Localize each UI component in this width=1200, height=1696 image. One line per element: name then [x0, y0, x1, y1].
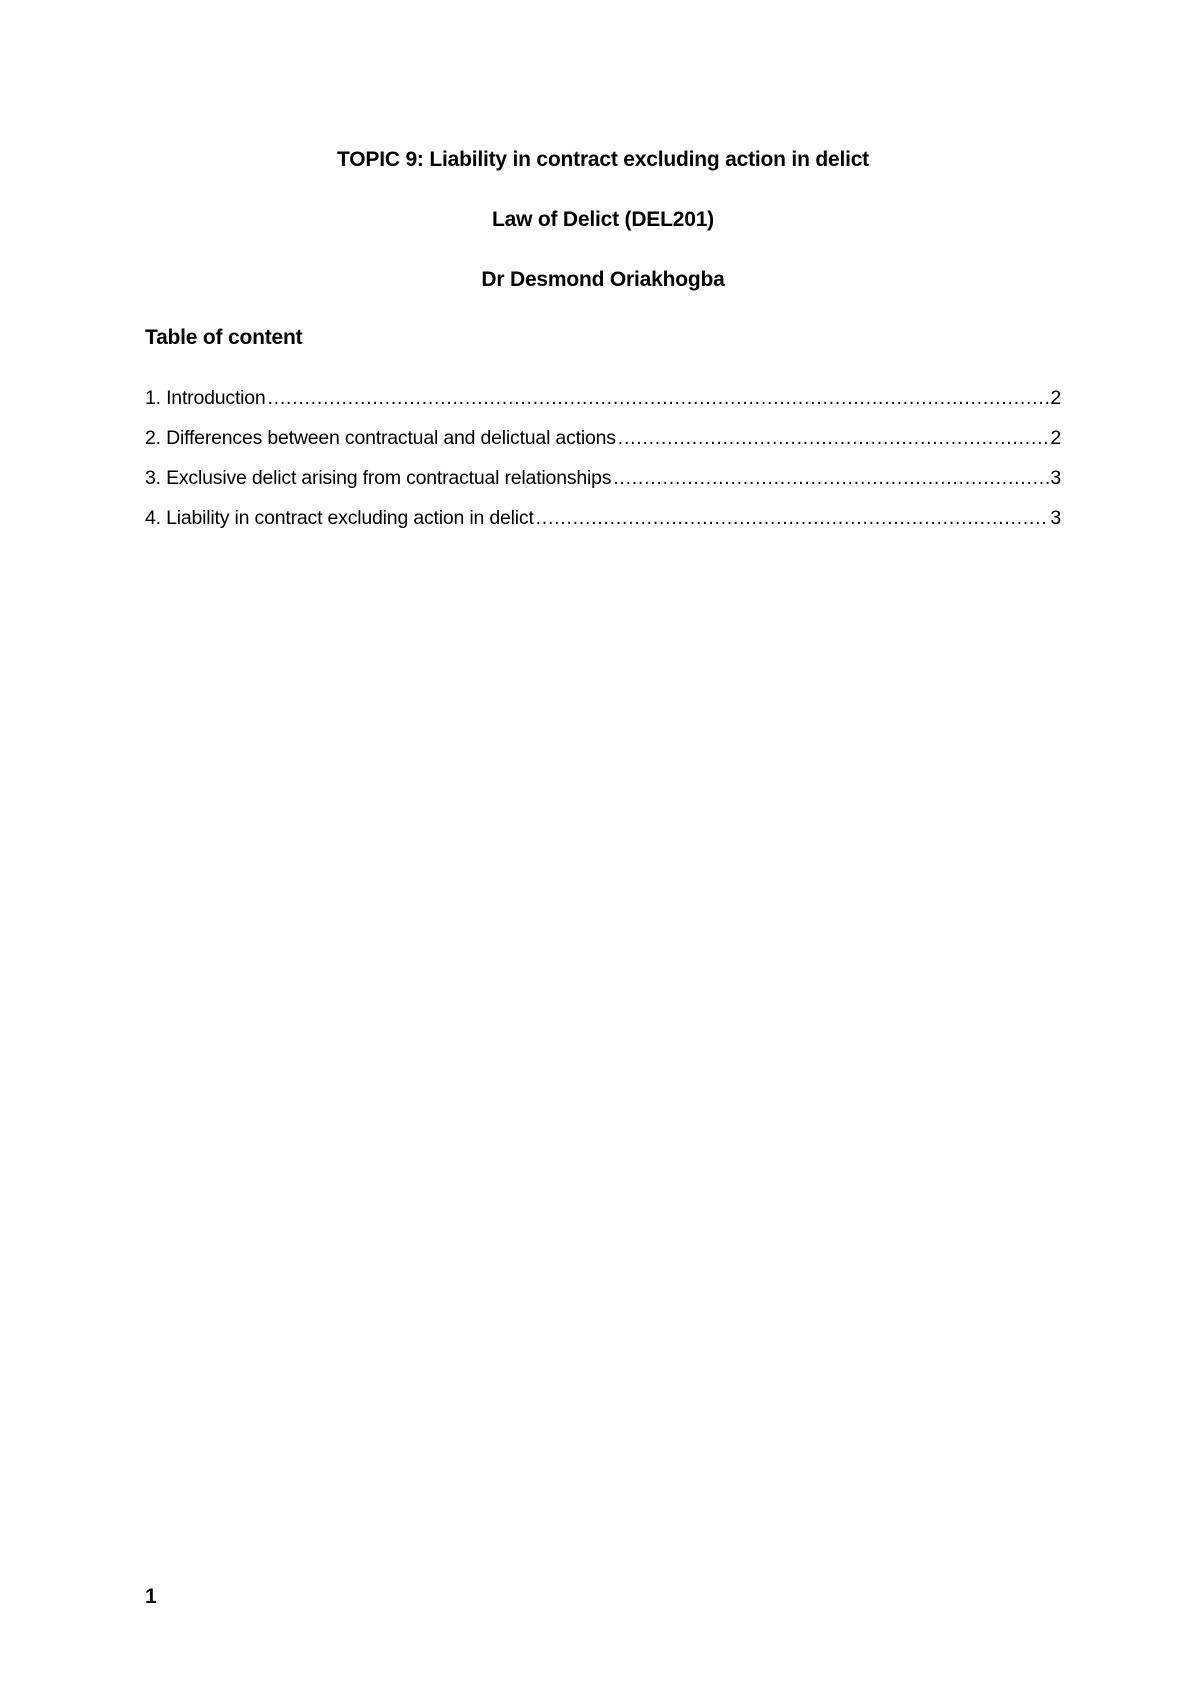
topic-title: TOPIC 9: Liability in contract excluding action in delict	[337, 148, 869, 171]
toc-dot-leader	[267, 384, 1050, 412]
toc-entry[interactable]	[145, 424, 1061, 464]
toc-entry-title: 2. Differences between contractual and delictual actions	[145, 427, 616, 449]
toc-dot-leader	[617, 424, 1050, 452]
toc-entry-title: 3. Exclusive delict arising from contractual relationships	[145, 467, 612, 489]
toc-entry-page: 2	[1050, 387, 1061, 409]
table-of-contents	[145, 384, 1061, 544]
author-name: Dr Desmond Oriakhogba	[481, 268, 725, 291]
page-number: 1	[145, 1585, 157, 1608]
toc-dot-leader	[535, 504, 1050, 532]
toc-entry[interactable]	[145, 464, 1061, 504]
toc-entry-title: 1. Introduction	[145, 387, 266, 409]
toc-entry[interactable]	[145, 384, 1061, 424]
toc-entry-page: 2	[1050, 427, 1061, 449]
toc-entry[interactable]	[145, 504, 1061, 544]
toc-entry-title: 4. Liability in contract excluding action in delict	[145, 507, 534, 529]
title-block	[145, 146, 1061, 294]
toc-dot-leader	[612, 464, 1049, 492]
toc-heading: Table of content	[145, 326, 303, 349]
toc-entry-page: 3	[1050, 507, 1061, 529]
toc-entry-page: 3	[1050, 467, 1061, 489]
course-title: Law of Delict (DEL201)	[492, 208, 714, 231]
